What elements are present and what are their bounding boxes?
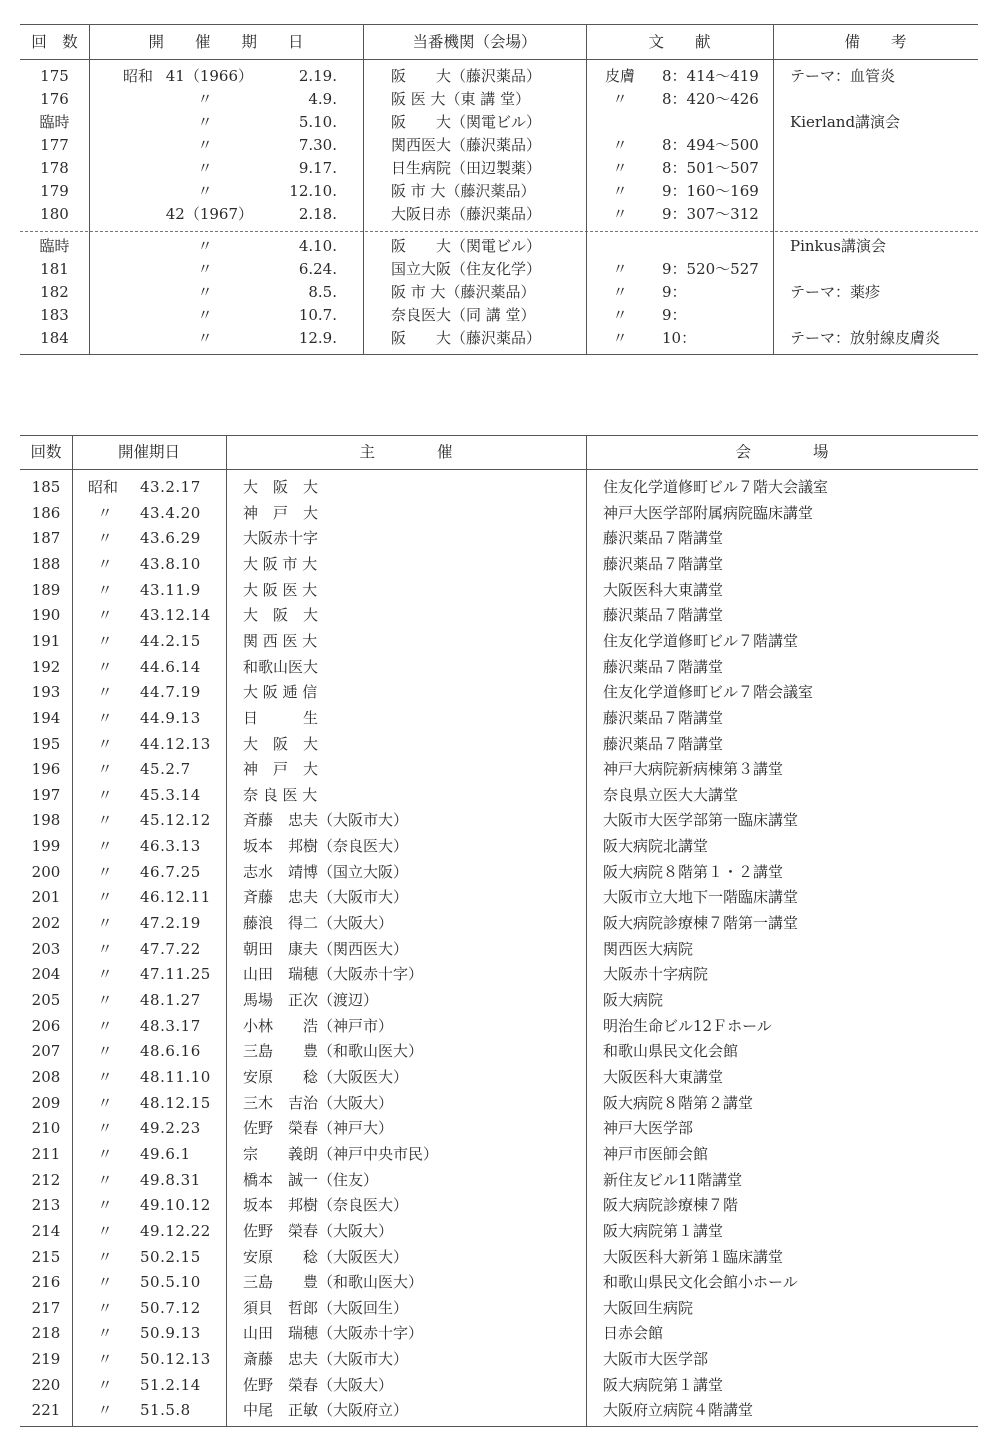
meeting-number: 193 bbox=[31, 683, 61, 702]
meeting-number: 185 bbox=[31, 478, 61, 496]
meeting-date: 9.17. bbox=[298, 159, 337, 177]
ditto-mark: 〃 bbox=[97, 1119, 113, 1138]
venue: 藤沢薬品７階講堂 bbox=[603, 708, 724, 727]
meeting-table-1968-1976 bbox=[20, 435, 978, 1430]
note: テーマ：薬疹 bbox=[790, 283, 881, 301]
meeting-number: 199 bbox=[31, 837, 61, 856]
table2-bottom-border bbox=[20, 1426, 978, 1427]
reference-journal: 〃 bbox=[612, 283, 628, 301]
ditto-mark: 〃 bbox=[97, 606, 113, 625]
reference-journal: 皮膚 bbox=[604, 67, 635, 85]
year: 42（1967） bbox=[165, 205, 253, 223]
note: テーマ：放射線皮膚炎 bbox=[790, 329, 941, 347]
meeting-date: 47.7.22 bbox=[140, 939, 201, 958]
meeting-date: 46.7.25 bbox=[140, 862, 201, 881]
table1-group-separator bbox=[20, 231, 978, 232]
meeting-number: 189 bbox=[31, 580, 61, 599]
meeting-number: 臨時 bbox=[39, 237, 70, 255]
ditto-mark: 〃 bbox=[97, 580, 113, 599]
venue: 大阪医科大東講堂 bbox=[603, 1067, 724, 1086]
host-institution: 阪 市 大（藤沢薬品） bbox=[391, 283, 536, 301]
reference-journal: 〃 bbox=[612, 136, 628, 154]
host: 大阪赤十字 bbox=[243, 529, 319, 548]
meeting-date: 12.9. bbox=[298, 329, 337, 347]
meeting-date: 47.2.19 bbox=[140, 914, 201, 933]
ditto-mark: 〃 bbox=[97, 965, 113, 984]
host-institution: 阪 医 大（東 講 堂） bbox=[391, 90, 531, 108]
venue: 大阪医科大東講堂 bbox=[603, 580, 724, 599]
reference-pages: 8：501～507 bbox=[662, 159, 759, 177]
meeting-date: 10.7. bbox=[298, 306, 337, 324]
meeting-number: 195 bbox=[31, 734, 61, 753]
host: 馬場 正次（渡辺） bbox=[243, 991, 379, 1009]
venue: 和歌山県民文化会館小ホール bbox=[603, 1273, 798, 1292]
reference-journal: 〃 bbox=[612, 205, 628, 223]
meeting-number: 175 bbox=[40, 67, 69, 85]
meeting-date: 46.3.13 bbox=[140, 837, 201, 856]
ditto-mark: 〃 bbox=[97, 1016, 113, 1035]
ditto-mark: 〃 bbox=[97, 1273, 113, 1292]
host-institution: 日生病院（田辺製薬） bbox=[391, 159, 542, 177]
meeting-number: 217 bbox=[31, 1298, 61, 1317]
meeting-date: 2.18. bbox=[298, 205, 337, 223]
meeting-number: 177 bbox=[40, 136, 69, 154]
host-institution: 阪 大（関電ビル） bbox=[391, 113, 542, 131]
meeting-number: 207 bbox=[31, 1042, 61, 1061]
venue: 大阪回生病院 bbox=[603, 1298, 694, 1317]
ditto-mark: 〃 bbox=[197, 182, 213, 200]
venue: 阪大病院北講堂 bbox=[603, 837, 709, 856]
venue: 阪大病院第１講堂 bbox=[603, 1221, 724, 1240]
meeting-date: 7.30. bbox=[298, 136, 337, 154]
ditto-mark: 〃 bbox=[197, 136, 213, 154]
meeting-date: 44.12.13 bbox=[140, 734, 211, 753]
meeting-table-1966-1967 bbox=[20, 24, 978, 356]
note: Kierland講演会 bbox=[790, 113, 901, 131]
venue: 和歌山県民文化会館 bbox=[603, 1042, 739, 1061]
meeting-date: 2.19. bbox=[298, 67, 337, 85]
host: 須貝 哲郎（大阪回生） bbox=[243, 1298, 409, 1317]
meeting-date: 48.6.16 bbox=[140, 1042, 201, 1061]
venue: 新住友ビル11階講堂 bbox=[603, 1170, 743, 1189]
meeting-number: 201 bbox=[31, 888, 61, 907]
meeting-date: 12.10. bbox=[289, 182, 337, 200]
meeting-date: 43.12.14 bbox=[140, 606, 211, 625]
host: 大 阪 逓 信 bbox=[243, 683, 318, 702]
meeting-date: 43.2.17 bbox=[140, 478, 201, 496]
meeting-number: 197 bbox=[31, 785, 61, 804]
meeting-number: 187 bbox=[31, 529, 61, 548]
meeting-number: 203 bbox=[31, 939, 61, 958]
meeting-number: 204 bbox=[31, 965, 61, 984]
venue: 大阪市大医学部第一臨床講堂 bbox=[603, 811, 799, 830]
venue: 奈良県立医大大講堂 bbox=[603, 785, 739, 804]
host-institution: 阪 大（藤沢薬品） bbox=[391, 329, 542, 347]
meeting-date: 8.5. bbox=[308, 283, 337, 301]
column-header-count: 回 数 bbox=[31, 33, 78, 51]
column-header-host: 当番機関（会場） bbox=[412, 33, 537, 51]
host: 三島 豊（和歌山医大） bbox=[243, 1273, 424, 1292]
ditto-mark: 〃 bbox=[197, 260, 213, 278]
venue: 阪大病院 bbox=[603, 991, 664, 1009]
venue: 住友化学道修町ビル７階大会議室 bbox=[603, 478, 829, 496]
note: テーマ：血管炎 bbox=[790, 67, 896, 85]
meeting-date: 51.5.8 bbox=[140, 1401, 191, 1420]
meeting-date: 48.12.15 bbox=[140, 1093, 211, 1112]
table2-header-border bbox=[20, 469, 978, 470]
ditto-mark: 〃 bbox=[97, 683, 113, 702]
ditto-mark: 〃 bbox=[97, 811, 113, 830]
host: 斉藤 忠夫（大阪市大） bbox=[243, 888, 409, 907]
host: 藤浪 得二（大阪大） bbox=[243, 914, 394, 933]
meeting-number: 183 bbox=[40, 306, 69, 324]
reference-pages: 9：520～527 bbox=[662, 260, 759, 278]
column-header-reference: 文 献 bbox=[648, 33, 711, 51]
host: 坂本 邦樹（奈良医大） bbox=[243, 1196, 409, 1215]
table2-col-divider bbox=[226, 435, 227, 1426]
ditto-mark: 〃 bbox=[97, 991, 113, 1009]
host: 大 阪 医 大 bbox=[243, 580, 318, 599]
meeting-date: 44.9.13 bbox=[140, 708, 201, 727]
table1-col-divider bbox=[363, 24, 364, 354]
ditto-mark: 〃 bbox=[97, 1350, 113, 1369]
host: 大 阪 大 bbox=[243, 734, 319, 753]
column-header-date: 開催期日 bbox=[117, 443, 180, 461]
host: 大 阪 大 bbox=[243, 478, 319, 496]
host: 和歌山医大 bbox=[243, 657, 319, 676]
meeting-date: 49.10.12 bbox=[140, 1196, 211, 1215]
host-institution: 関西医大（藤沢薬品） bbox=[391, 136, 542, 154]
meeting-date: 5.10. bbox=[298, 113, 337, 131]
host: 坂本 邦樹（奈良医大） bbox=[243, 837, 409, 856]
ditto-mark: 〃 bbox=[97, 529, 113, 548]
ditto-mark: 〃 bbox=[197, 237, 213, 255]
reference-journal: 〃 bbox=[612, 182, 628, 200]
meeting-date: 50.2.15 bbox=[140, 1247, 201, 1266]
ditto-mark: 〃 bbox=[97, 708, 113, 727]
venue: 阪大病院診療棟７階 bbox=[603, 1196, 739, 1215]
meeting-date: 43.8.10 bbox=[140, 554, 201, 573]
host: 山田 瑞穂（大阪赤十字） bbox=[243, 1324, 424, 1343]
venue: 藤沢薬品７階講堂 bbox=[603, 657, 724, 676]
reference-pages: 9：160～169 bbox=[662, 182, 759, 200]
era-name: 昭和 bbox=[88, 478, 119, 496]
ditto-mark: 〃 bbox=[97, 939, 113, 958]
meeting-date: 45.2.7 bbox=[140, 760, 191, 779]
meeting-number: 188 bbox=[31, 554, 61, 573]
ditto-mark: 〃 bbox=[97, 837, 113, 856]
host: 斉藤 忠夫（大阪市大） bbox=[243, 811, 409, 830]
meeting-date: 4.9. bbox=[308, 90, 337, 108]
venue: 大阪赤十字病院 bbox=[603, 965, 709, 984]
meeting-number: 180 bbox=[40, 205, 69, 223]
year: 41（1966） bbox=[165, 67, 253, 85]
meeting-date: 44.6.14 bbox=[140, 657, 201, 676]
meeting-number: 214 bbox=[31, 1221, 61, 1240]
table1-col-divider bbox=[586, 24, 587, 354]
host-institution: 奈良医大（同 講 堂） bbox=[391, 306, 536, 324]
meeting-number: 220 bbox=[31, 1375, 61, 1394]
ditto-mark: 〃 bbox=[97, 734, 113, 753]
column-header-date: 開 催 期 日 bbox=[148, 33, 304, 51]
meeting-number: 179 bbox=[40, 182, 69, 200]
venue: 藤沢薬品７階講堂 bbox=[603, 734, 724, 753]
meeting-number: 臨時 bbox=[39, 113, 70, 131]
venue: 大阪市大医学部 bbox=[603, 1350, 709, 1369]
reference-pages: 8：414～419 bbox=[662, 67, 759, 85]
host-institution: 阪 大（関電ビル） bbox=[391, 237, 542, 255]
venue: 神戸大医学部 bbox=[603, 1119, 694, 1138]
table2-col-divider bbox=[586, 435, 587, 1426]
venue: 神戸大医学部附属病院臨床講堂 bbox=[603, 503, 814, 522]
host: 大 阪 大 bbox=[243, 606, 319, 625]
ditto-mark: 〃 bbox=[97, 1247, 113, 1266]
venue: 関西医大病院 bbox=[603, 939, 694, 958]
meeting-number: 198 bbox=[31, 811, 61, 830]
note: Pinkus講演会 bbox=[790, 237, 886, 255]
reference-journal: 〃 bbox=[612, 90, 628, 108]
ditto-mark: 〃 bbox=[97, 1298, 113, 1317]
meeting-number: 186 bbox=[31, 503, 61, 522]
venue: 大阪府立病院４階講堂 bbox=[603, 1401, 754, 1420]
reference-journal: 〃 bbox=[612, 306, 628, 324]
meeting-number: 194 bbox=[31, 708, 61, 727]
ditto-mark: 〃 bbox=[97, 1221, 113, 1240]
venue: 住友化学道修町ビル７階講堂 bbox=[603, 631, 799, 650]
ditto-mark: 〃 bbox=[97, 1196, 113, 1215]
meeting-date: 46.12.11 bbox=[140, 888, 211, 907]
table1-bottom-border bbox=[20, 354, 978, 355]
ditto-mark: 〃 bbox=[197, 90, 213, 108]
ditto-mark: 〃 bbox=[197, 159, 213, 177]
reference-pages: 9： bbox=[662, 306, 687, 324]
column-header-venue: 会 場 bbox=[735, 443, 829, 461]
meeting-date: 47.11.25 bbox=[140, 965, 211, 984]
ditto-mark: 〃 bbox=[97, 888, 113, 907]
ditto-mark: 〃 bbox=[97, 1093, 113, 1112]
meeting-number: 181 bbox=[40, 260, 69, 278]
venue: 神戸市医師会館 bbox=[603, 1144, 709, 1163]
meeting-date: 45.12.12 bbox=[140, 811, 211, 830]
meeting-date: 48.1.27 bbox=[140, 991, 201, 1009]
venue: 阪大病院８階第２講堂 bbox=[603, 1093, 754, 1112]
ditto-mark: 〃 bbox=[97, 554, 113, 573]
venue: 藤沢薬品７階講堂 bbox=[603, 554, 724, 573]
host: 宗 義朗（神戸中央市民） bbox=[243, 1144, 439, 1163]
host: 奈 良 医 大 bbox=[243, 785, 318, 804]
ditto-mark: 〃 bbox=[97, 1401, 113, 1420]
host: 佐野 榮春（大阪大） bbox=[243, 1221, 394, 1240]
ditto-mark: 〃 bbox=[197, 283, 213, 301]
meeting-number: 206 bbox=[31, 1016, 61, 1035]
reference-journal: 〃 bbox=[612, 329, 628, 347]
column-header-host: 主 催 bbox=[359, 443, 453, 461]
ditto-mark: 〃 bbox=[97, 1067, 113, 1086]
ditto-mark: 〃 bbox=[97, 760, 113, 779]
host-institution: 阪 市 大（藤沢薬品） bbox=[391, 182, 536, 200]
ditto-mark: 〃 bbox=[97, 785, 113, 804]
ditto-mark: 〃 bbox=[97, 657, 113, 676]
venue: 大阪医科大新第１臨床講堂 bbox=[603, 1247, 784, 1266]
meeting-number: 196 bbox=[31, 760, 61, 779]
host-institution: 国立大阪（住友化学） bbox=[391, 260, 542, 278]
venue: 藤沢薬品７階講堂 bbox=[603, 606, 724, 625]
reference-journal: 〃 bbox=[612, 159, 628, 177]
meeting-number: 182 bbox=[40, 283, 69, 301]
meeting-number: 211 bbox=[31, 1144, 61, 1163]
meeting-date: 48.11.10 bbox=[140, 1067, 211, 1086]
meeting-date: 51.2.14 bbox=[140, 1375, 201, 1394]
meeting-date: 44.2.15 bbox=[140, 631, 201, 650]
host: 佐野 榮春（神戸大） bbox=[243, 1119, 394, 1138]
host: 中尾 正敏（大阪府立） bbox=[243, 1401, 409, 1420]
host: 斎藤 忠夫（大阪市大） bbox=[243, 1350, 409, 1369]
meeting-date: 4.10. bbox=[298, 237, 337, 255]
venue: 阪大病院８階第１・２講堂 bbox=[603, 862, 784, 881]
host: 佐野 榮春（大阪大） bbox=[243, 1375, 394, 1394]
ditto-mark: 〃 bbox=[97, 1042, 113, 1061]
era-name: 昭和 bbox=[123, 67, 154, 85]
ditto-mark: 〃 bbox=[97, 914, 113, 933]
reference-pages: 8：420～426 bbox=[662, 90, 759, 108]
host: 関 西 医 大 bbox=[243, 631, 318, 650]
ditto-mark: 〃 bbox=[197, 306, 213, 324]
meeting-number: 184 bbox=[40, 329, 69, 347]
ditto-mark: 〃 bbox=[97, 1375, 113, 1394]
reference-pages: 9：307～312 bbox=[662, 205, 759, 223]
reference-pages: 10： bbox=[662, 329, 697, 347]
meeting-number: 210 bbox=[31, 1119, 61, 1138]
meeting-date: 45.3.14 bbox=[140, 785, 201, 804]
ditto-mark: 〃 bbox=[197, 113, 213, 131]
meeting-date: 48.3.17 bbox=[140, 1016, 201, 1035]
table1-col-divider bbox=[89, 24, 90, 354]
host: 日 生 bbox=[243, 708, 319, 727]
table2-top-border bbox=[20, 435, 978, 436]
venue: 阪大病院診療棟７階第一講堂 bbox=[603, 914, 799, 933]
venue: 藤沢薬品７階講堂 bbox=[603, 529, 724, 548]
meeting-number: 209 bbox=[31, 1093, 61, 1112]
meeting-date: 49.2.23 bbox=[140, 1119, 201, 1138]
host: 安原 稔（大阪医大） bbox=[243, 1067, 409, 1086]
host: 朝田 康夫（関西医大） bbox=[243, 939, 409, 958]
meeting-number: 178 bbox=[40, 159, 69, 177]
meeting-date: 50.12.13 bbox=[140, 1350, 211, 1369]
host-institution: 大阪日赤（藤沢薬品） bbox=[391, 205, 542, 223]
meeting-number: 205 bbox=[31, 991, 61, 1009]
reference-pages: 8：494～500 bbox=[662, 136, 759, 154]
meeting-date: 50.7.12 bbox=[140, 1298, 201, 1317]
meeting-number: 202 bbox=[31, 914, 61, 933]
meeting-number: 219 bbox=[31, 1350, 61, 1369]
table1-top-border bbox=[20, 24, 978, 25]
host: 三島 豊（和歌山医大） bbox=[243, 1042, 424, 1061]
table1-col-divider bbox=[773, 24, 774, 354]
ditto-mark: 〃 bbox=[97, 1144, 113, 1163]
ditto-mark: 〃 bbox=[97, 503, 113, 522]
meeting-date: 49.8.31 bbox=[140, 1170, 201, 1189]
host: 志水 靖博（国立大阪） bbox=[243, 862, 409, 881]
ditto-mark: 〃 bbox=[97, 1170, 113, 1189]
ditto-mark: 〃 bbox=[97, 631, 113, 650]
host-institution: 阪 大（藤沢薬品） bbox=[391, 67, 542, 85]
meeting-number: 216 bbox=[31, 1273, 61, 1292]
meeting-number: 191 bbox=[31, 631, 61, 650]
ditto-mark: 〃 bbox=[197, 329, 213, 347]
meeting-number: 192 bbox=[31, 657, 61, 676]
venue: 住友化学道修町ビル７階会議室 bbox=[603, 683, 814, 702]
meeting-date: 43.11.9 bbox=[140, 580, 201, 599]
meeting-number: 213 bbox=[31, 1196, 61, 1215]
host: 安原 稔（大阪医大） bbox=[243, 1247, 409, 1266]
meeting-number: 208 bbox=[31, 1067, 61, 1086]
meeting-date: 44.7.19 bbox=[140, 683, 201, 702]
column-header-count: 回数 bbox=[30, 443, 62, 461]
venue: 明治生命ビル12Ｆホール bbox=[603, 1016, 772, 1035]
host: 山田 瑞穂（大阪赤十字） bbox=[243, 965, 424, 984]
reference-journal: 〃 bbox=[612, 260, 628, 278]
meeting-number: 218 bbox=[31, 1324, 61, 1343]
meeting-date: 6.24. bbox=[298, 260, 337, 278]
host: 小林 浩（神戸市） bbox=[243, 1016, 394, 1035]
host: 神 戸 大 bbox=[243, 503, 319, 522]
host: 大 阪 市 大 bbox=[243, 554, 318, 573]
meeting-date: 43.4.20 bbox=[140, 503, 201, 522]
venue: 日赤会館 bbox=[603, 1324, 664, 1343]
reference-pages: 9： bbox=[662, 283, 687, 301]
ditto-mark: 〃 bbox=[97, 1324, 113, 1343]
column-header-notes: 備 考 bbox=[844, 33, 907, 51]
venue: 神戸大病院新病棟第３講堂 bbox=[603, 760, 784, 779]
ditto-mark: 〃 bbox=[97, 862, 113, 881]
host: 橋本 誠一（住友） bbox=[243, 1170, 379, 1189]
meeting-number: 212 bbox=[31, 1170, 61, 1189]
meeting-date: 50.9.13 bbox=[140, 1324, 201, 1343]
meeting-date: 50.5.10 bbox=[140, 1273, 201, 1292]
meeting-date: 49.12.22 bbox=[140, 1221, 211, 1240]
meeting-date: 43.6.29 bbox=[140, 529, 201, 548]
host: 三木 吉治（大阪大） bbox=[243, 1093, 394, 1112]
meeting-number: 215 bbox=[31, 1247, 61, 1266]
meeting-number: 190 bbox=[31, 606, 61, 625]
meeting-date: 49.6.1 bbox=[140, 1144, 191, 1163]
meeting-number: 200 bbox=[31, 862, 61, 881]
venue: 阪大病院第１講堂 bbox=[603, 1375, 724, 1394]
host: 神 戸 大 bbox=[243, 760, 319, 779]
table2-col-divider bbox=[72, 435, 73, 1426]
table1-header-border bbox=[20, 59, 978, 60]
meeting-number: 176 bbox=[40, 90, 69, 108]
meeting-number: 221 bbox=[31, 1401, 61, 1420]
venue: 大阪市立大地下一階臨床講堂 bbox=[603, 888, 799, 907]
